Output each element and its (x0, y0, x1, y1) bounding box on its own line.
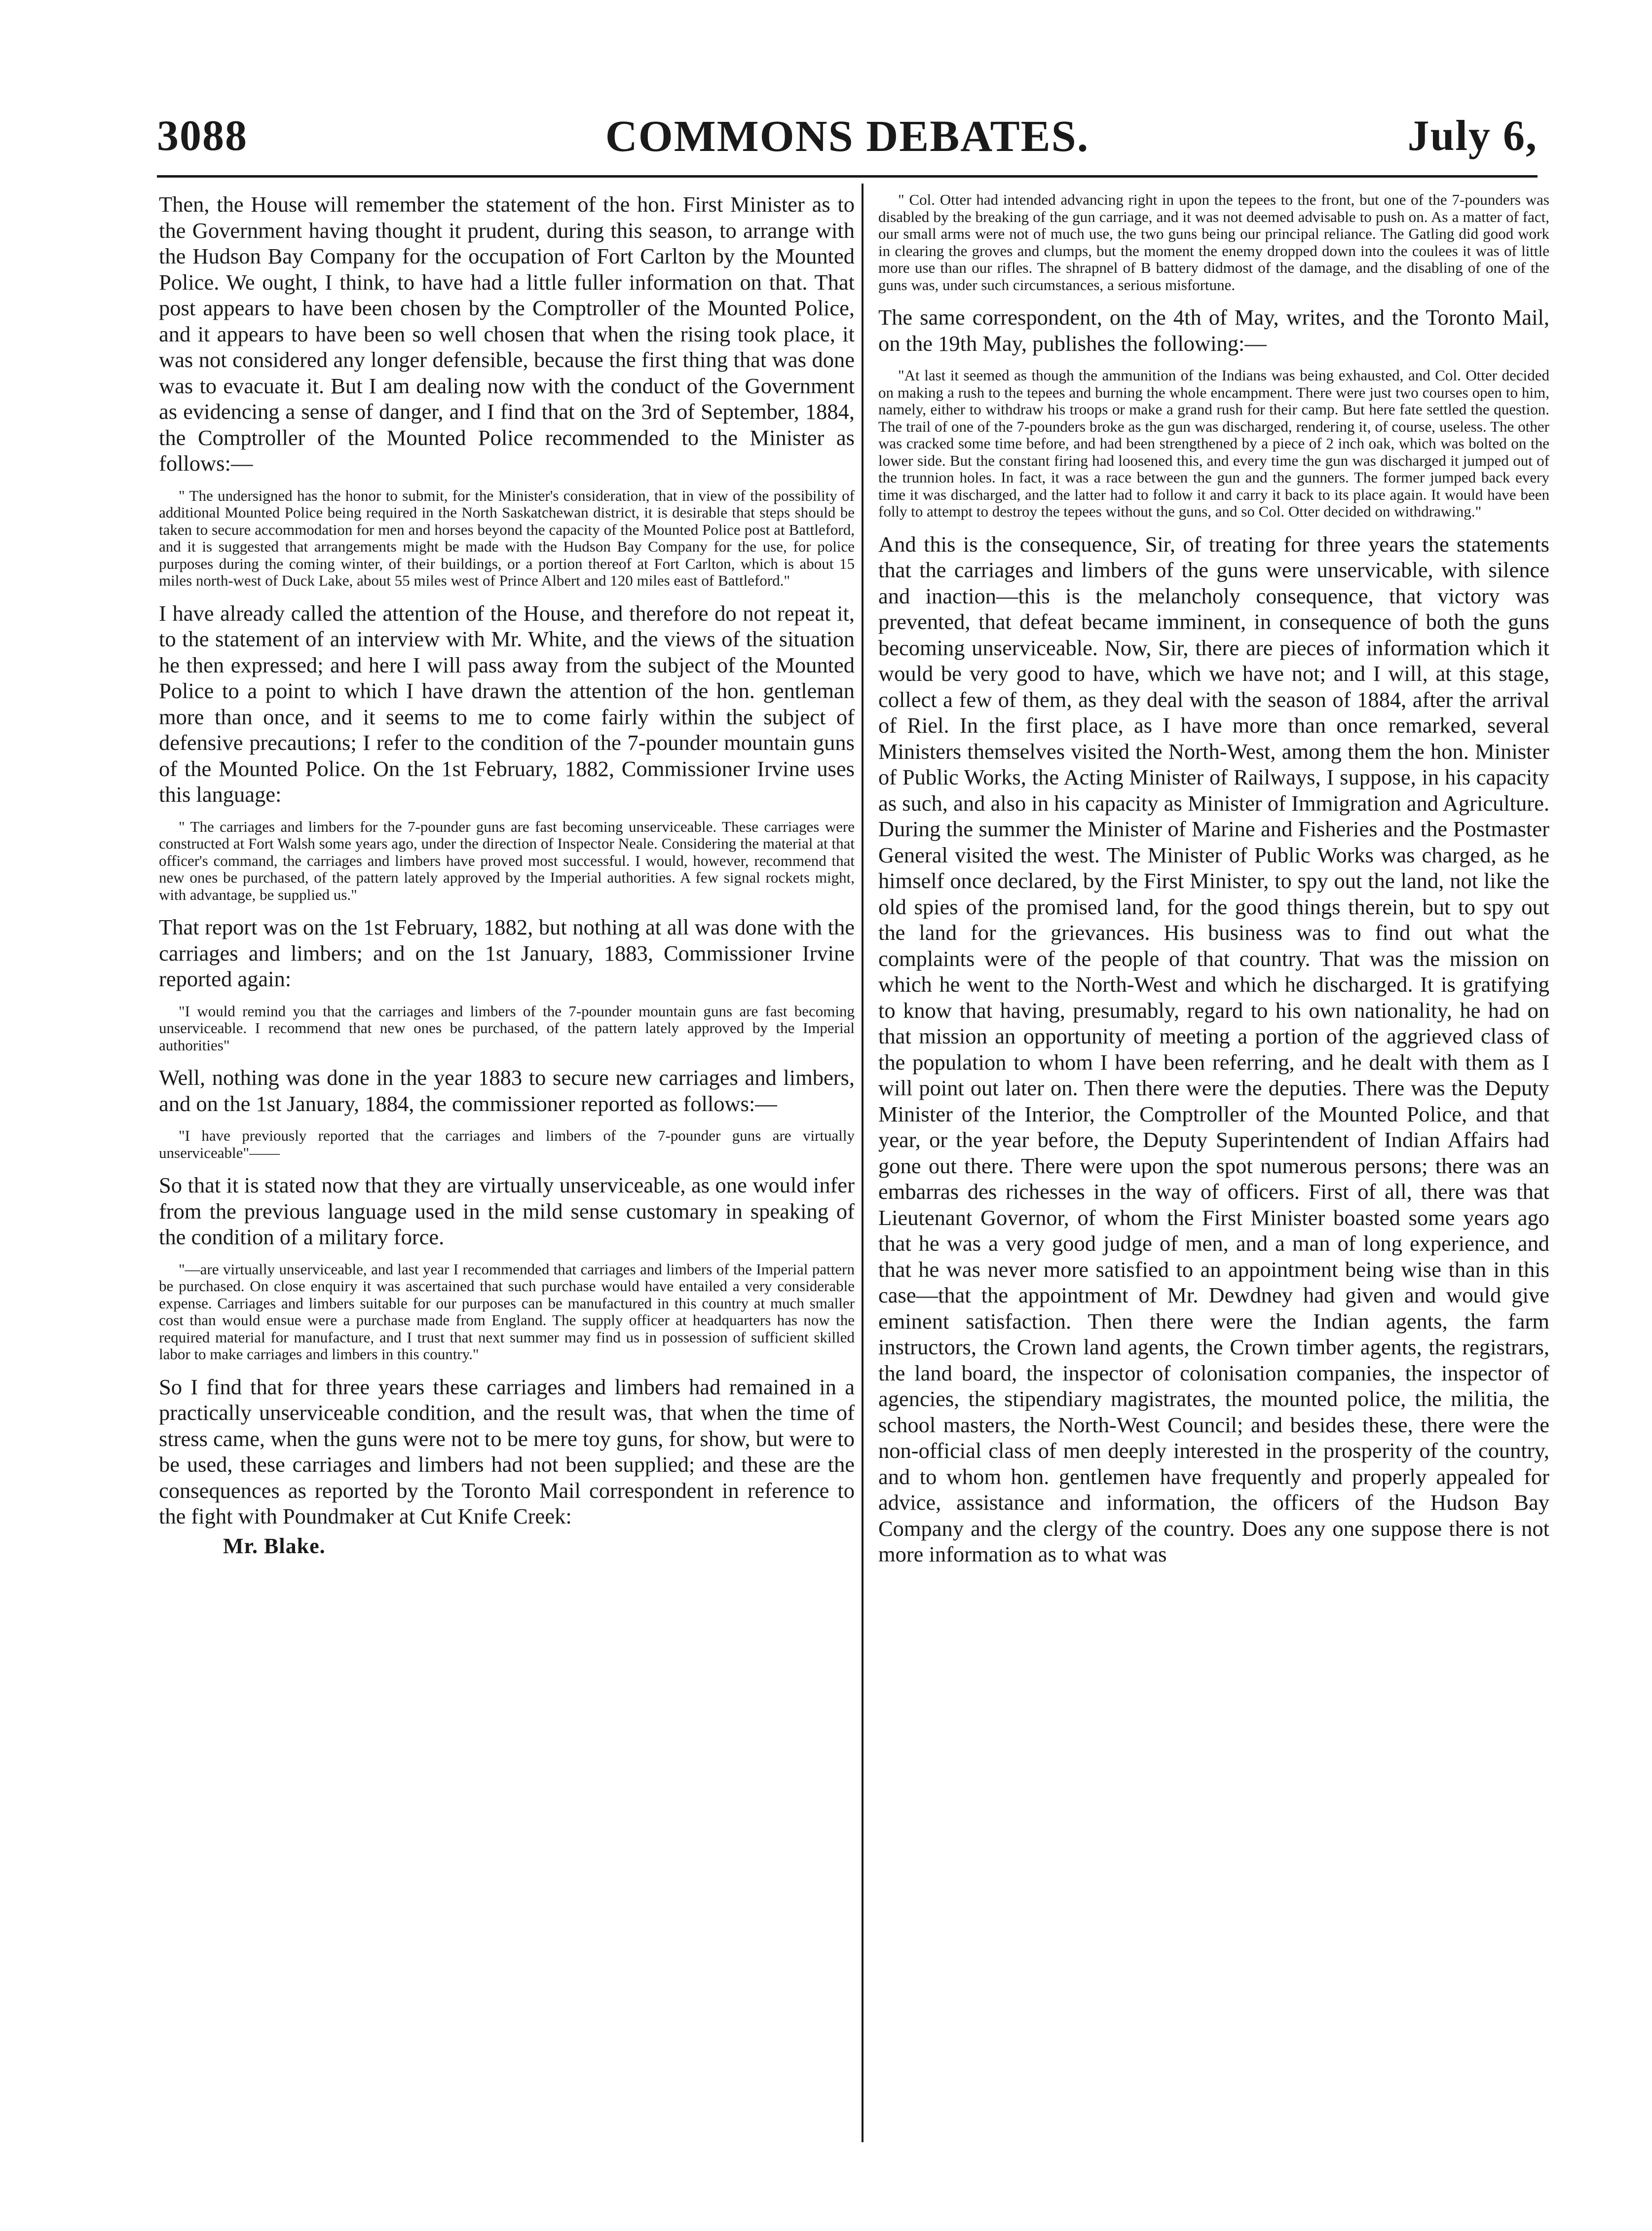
page-header (157, 111, 1538, 165)
paragraph: So that it is stated now that they are virtually unserviceable, as one would infer from the previous language used in the mild sense customary in speaking of the condition of a military force. (159, 1173, 855, 1249)
page-number: 3088 (157, 112, 248, 160)
paragraph: Well, nothing was done in the year 1883 to secure new carriages and limbers, and on the 1st January, 1884, the commissioner reported as follows:— (159, 1065, 855, 1116)
speaker-signature: Mr. Blake. (223, 1533, 326, 1558)
quotation: " The undersigned has the honor to submit, for the Minister's consideration, that in view of the possibility of additional Mounted Police being required in the North Saskatchewan district, it is desirable that steps should be taken to secure accommodation for men and horses beyond the capacity of the Mounted Police post at Battleford, and it is suggested that arrangements might be made with the Hudson Bay Company for the use, for police purposes during the coming winter, of their buildings, or a portion thereof at Fort Carlton, which is about 15 miles north-west of Duck Lake, about 55 miles west of Prince Albert and 120 miles east of Battleford." (159, 486, 855, 589)
quotation: "At last it seemed as though the ammunition of the Indians was being exhausted, and Col. Otter decided on making a rush to the tepees and burning the whole encampment. There were just two courses open to him, namely, either to withdraw his troops or make a grand rush for their camp. But here fate settled the question. The trail of one of the 7-pounders broke as the gun was discharged, rendering it, of course, useless. The other was cracked some time before, and had been strengthened by a piece of 2 inch oak, which was bolted on the lower side. But the constant firing had loosened this, and every time the gun was discharged it jumped out of the trunnion holes. In fact, it was a race between the gun and the gunners. The former jumped back every time it was discharged, and the latter had to follow it and carry it back to its place again. It would have been folly to attempt to destroy the tepees without the guns, and so Col. Otter decided on withdrawing." (878, 367, 1549, 520)
paragraph: The same correspondent, on the 4th of May, writes, and the Toronto Mail, on the 19th May, publishes the following:— (878, 305, 1549, 356)
paragraph: Then, the House will remember the statement of the hon. First Minister as to the Government having thought it prudent, during this season, to arrange with the Hudson Bay Company for the occupation of Fort Carlton by the Mounted Police. We ought, I think, to have had a little fuller information on that. That post appears to have been chosen by the Comptroller of the Mounted Police, and it appears to have been so well chosen that when the rising took place, it was not considered any longer defensible, because the first thing that was done was to evacuate it. But I am dealing now with the conduct of the Government as evidencing a sense of danger, and I find that on the 3rd of September, 1884, the Comptroller of the Mounted Police recommended to the Minister as follows:— (159, 192, 855, 476)
header-date: July 6, (1407, 112, 1538, 160)
left-column (159, 191, 855, 1559)
header-rule (157, 175, 1538, 178)
column-divider (862, 184, 864, 2142)
paragraph: That report was on the 1st February, 1882, but nothing at all was done with the carriages and limbers; and on the 1st January, 1883, Commissioner Irvine reported again: (159, 915, 855, 991)
quotation: " Col. Otter had intended advancing right in upon the tepees to the front, but one of the 7-pounders was disabled by the breaking of the gun carriage, and it was not deemed advisable to push on. As a matter of fact, our small arms were not of much use, the two guns being our principal reliance. The Gatling did good work in clearing the groves and clumps, but the moment the enemy dropped down into the coulees it was of little more use than our rifles. The shrapnel of B battery didmost of the damage, and the disabling of one of the guns was, under such circumstances, a serious misfortune. (878, 191, 1549, 294)
quotation: "I have previously reported that the carriages and limbers of the 7-pounder guns are virtually unserviceable"—— (159, 1127, 855, 1161)
right-column (878, 191, 1549, 1578)
paragraph: I have already called the attention of the House, and therefore do not repeat it, to the statement of an interview with Mr. White, and the views of the situation he then expressed; and here I will pass away from the subject of the Mounted Police to a point to which I have drawn the attention of the hon. gentleman more than once, and it seems to me to come fairly within the subject of defensive precautions; I refer to the condition of the 7-pounder mountain guns of the Mounted Police. On the 1st February, 1882, Commissioner Irvine uses this language: (159, 600, 855, 807)
quotation: "I would remind you that the carriages and limbers of the 7-pounder mountain guns are fast becoming unserviceable. I recommend that new ones be purchased, of the pattern lately approved by the Imperial authorities" (159, 1002, 855, 1054)
publication-title: COMMONS DEBATES. (605, 112, 1089, 161)
quotation: "—are virtually unserviceable, and last year I recommended that carriages and limbers of the Imperial pattern be purchased. On close enquiry it was ascertained that such purchase would have entailed a very considerable expense. Carriages and limbers suitable for our purposes can be manufactured in this country at much smaller cost than would ensue were a purchase made from England. The supply officer at headquarters has now the required material for manufacture, and I trust that next summer may find us in possession of sufficient skilled labor to make carriages and limbers in this country." (159, 1260, 855, 1363)
paragraph: So I find that for three years these carriages and limbers had remained in a practically unserviceable condition, and the result was, that when the time of stress came, when the guns were not to be mere toy guns, for show, but were to be used, these carriages and limbers had not been supplied; and these are the consequences as reported by the Toronto Mail correspondent in reference to the fight with Poundmaker at Cut Knife Creek: (159, 1374, 855, 1528)
quotation: " The carriages and limbers for the 7-pounder guns are fast becoming unserviceable. These carriages were constructed at Fort Walsh some years ago, under the direction of Inspector Neale. Considering the material at that officer's command, the carriages and limbers have proved most successful. I would, however, recommend that new ones be purchased, of the pattern lately approved by the Imperial authorities. A few signal rockets might, with advantage, be supplied us." (159, 818, 855, 903)
paragraph: And this is the consequence, Sir, of treating for three years the statements that the carriages and limbers of the guns were unservicable, with silence and inaction—this is the melancholy consequence, that victory was prevented, that defeat became imminent, in consequence of both the guns becoming unserviceable. Now, Sir, there are pieces of information which it would be very good to have, which we have not; and I will, at this stage, collect a few of them, as they deal with the season of 1884, after the arrival of Riel. In the first place, as I have more than once remarked, several Ministers themselves visited the North-West, among them the hon. Minister of Public Works, the Acting Minister of Railways, I suppose, in his capacity as such, and also in his capacity as Minister of Immigration and Agriculture. During the summer the Minister of Marine and Fisheries and the Postmaster General visited the west. The Minister of Public Works was charged, as he himself once declared, by the First Minister, to spy out the land, not like the old spies of the promised land, for the good things therein, but to spy out the land for the grievances. His business was to find out what the complaints were of the people of that country. That was the mission on which he went to the North-West and which he discharged. It is gratifying to know that having, presumably, regard to his own nationality, he had on that mission an opportunity of meeting a portion of the aggrieved class of the population to whom I have been referring, and he dealt with them as I will point out later on. Then there were the deputies. There was the Deputy Minister of the Interior, the Comptroller of the Mounted Police, and that year, or the year before, the Deputy Superintendent of Indian Affairs had gone out there. There were upon the spot numerous persons; there was an embarras des richesses in the way of officers. First of all, there was that Lieutenant Governor, of whom the First Minister boasted some years ago that he was a very good judge of men, and a man of long experience, and that he was never more satisfied to an appointment being wise than in this case—that the appointment of Mr. Dewdney had given and would give eminent satisfaction. Then there were the Indian agents, the farm instructors, the Crown land agents, the Crown timber agents, the registrars, the land board, the inspector of colonisation companies, the inspector of agencies, the stipendiary magistrates, the mounted police, the militia, the school masters, the North-West Council; and besides these, there were the non-official class of men deeply interested in the prosperity of the country, and to whom hon. gentlemen have frequently and properly appealed for advice, assistance and information, the officers of the Hudson Bay Company and the clergy of the country. Does any one suppose there is not more information as to what was (878, 531, 1549, 1566)
